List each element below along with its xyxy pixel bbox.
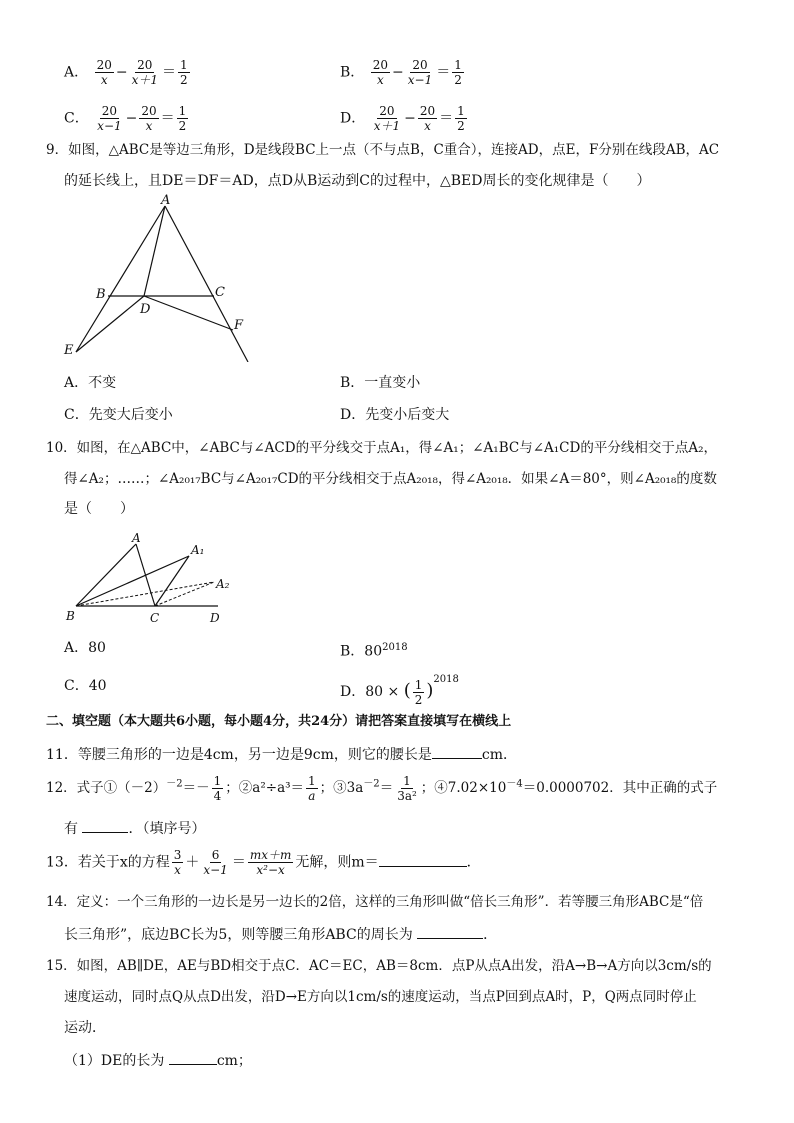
fraction: $\frac{20}{x-1}$ — [407, 58, 433, 87]
q13: 13．若关于x的方程 $\frac{3}{x}$ ＋ $\frac{6}{x-1}$ ＝ $\frac{mx+m}{\text{x²−x}}$ 无解，则m＝ ． — [46, 848, 481, 877]
q8-option-c: C． $\frac{20}{x-1}$ − $\frac{20}{x}$ ＝ $\frac{1}{2}$ — [64, 104, 187, 133]
q8-option-d: D． $\frac{20}{x+1}$ − $\frac{20}{x}$ ＝ $\frac{1}{2}$ — [340, 104, 465, 133]
q10-figure — [62, 530, 242, 626]
q9-stem-line2: 的延长线上，且DE＝DF＝AD，点D从B运动到C的过程中，△BED周长的变化规律是（ ） — [64, 173, 651, 189]
label-a2: A₂ — [216, 577, 230, 591]
q10-stem-line2: 得∠A₂；……；∠A₂₀₁₇BC与∠A₂₀₁₇CD的平分线相交于点A₂₀₁₈，得∠A₂₀₁₈．如果∠A＝80°，则∠A₂₀₁₈的度数 — [64, 471, 717, 487]
q10-option-d: D．80 × ( $\frac{1}{2}$ )$^{2018}$ — [340, 674, 459, 707]
fraction: $\frac{20}{x}$ — [419, 104, 436, 133]
q15-line3: 运动． — [64, 1020, 106, 1036]
q10-option-c: C．40 — [64, 678, 107, 694]
fraction: $\frac{1}{2}$ — [457, 104, 465, 133]
q10-option-a: A．80 — [64, 640, 106, 656]
label-b: B — [96, 287, 106, 302]
fraction: $\frac{1}{2}$ — [178, 104, 187, 133]
fraction: $\frac{3}{x}$ — [173, 848, 182, 877]
q12-line1: 12．式子$①(-2)^{-2}=-$ $\frac{1}{4}$ ；②a²÷a³＝ $\frac{1}{a}$ ；$③3a^{-2}=$ $\frac{1}{\text{3a²}}$ ；$④7.02\times 10^{-4}=0.0000702$．其中正确的式子 — [46, 774, 718, 803]
fraction: $\frac{1}{4}$ — [213, 774, 222, 803]
label-f: F — [234, 318, 244, 333]
label-c: C — [150, 611, 160, 625]
answer-blank — [82, 818, 128, 833]
q14-line2: 长三角形”，底边BC长为5，则等腰三角形ABC的周长为 ． — [64, 924, 497, 945]
line-de — [76, 296, 144, 352]
fraction: $\frac{20}{x+1}$ — [131, 58, 158, 87]
q12-line2: 有 ．（填序号） — [64, 818, 205, 839]
answer-blank — [432, 744, 482, 759]
line-df — [144, 296, 233, 330]
label-d: D — [140, 302, 151, 317]
answer-blank — [169, 1050, 217, 1065]
fraction: $\frac{mx+m}{\text{x²−x}}$ — [249, 848, 292, 877]
q15-line1: 15．如图，AB∥DE，AE与BD相交于点C．AC＝EC，AB＝8cm．点P从点A出发，沿A→B→A方向以3cm/s的 — [46, 958, 712, 974]
q9-stem-line1: 9．如图，△ABC是等边三角形，D是线段BC上一点（不与点B，C重合），连接AD，点E，F分别在线段AB，AC — [46, 142, 720, 158]
q9-option-d: D．先变小后变大 — [340, 407, 450, 423]
line-ad — [144, 206, 165, 296]
line-ba2 — [76, 582, 214, 606]
q9-option-c: C．先变大后变小 — [64, 407, 173, 423]
label-a1: A₁ — [191, 543, 205, 557]
line-ae — [76, 206, 165, 352]
fraction: $\frac{20}{x}$ — [141, 104, 157, 133]
q15-line2: 速度运动，同时点Q从点D出发，沿D→E方向以1cm/s的速度运动，当点P回到点A时，P，Q两点同时停止 — [64, 989, 697, 1005]
fraction: $\frac{1}{2}$ — [414, 677, 423, 707]
fraction: $\frac{1}{a}$ — [308, 774, 316, 803]
q9-option-a: A．不变 — [64, 375, 117, 391]
q8-option-b: B． $\frac{20}{x}$ − $\frac{20}{x-1}$ ＝ $\frac{1}{2}$ — [340, 58, 462, 87]
q15-sub1: （1）DE的长为 cm； — [64, 1050, 252, 1071]
q11: 11．等腰三角形的一边是4cm，另一边是9cm，则它的腰长是 cm． — [46, 744, 517, 765]
fraction: $\frac{1}{2}$ — [180, 58, 188, 87]
answer-blank — [417, 924, 483, 939]
fraction: $\frac{1}{\text{3a²}}$ — [397, 774, 417, 803]
section-heading: 二、填空题（本大题共6小题，每小题4分，共24分）请把答案直接填写在横线上 — [46, 714, 512, 729]
q14-line1: 14．定义：一个三角形的一边长是另一边长的2倍，这样的三角形叫做“倍长三角形”．若等腰三角形ABC是“倍 — [46, 894, 704, 910]
label-a: A — [161, 193, 171, 208]
label-b: B — [66, 609, 75, 623]
fraction: $\frac{6}{x-1}$ — [203, 848, 228, 877]
answer-blank — [379, 852, 467, 867]
line-af — [165, 206, 248, 362]
fraction: $\frac{20}{x}$ — [96, 58, 112, 87]
fraction: $\frac{20}{x}$ — [372, 58, 389, 87]
q10-option-b: B．$80^{2018}$ — [340, 642, 408, 660]
q10-stem-line3: 是（ ） — [64, 501, 134, 517]
q9-figure — [58, 192, 258, 362]
fraction: $\frac{1}{2}$ — [454, 58, 462, 87]
q8-option-a: A． $\frac{20}{x}$ − $\frac{20}{x+1}$ ＝ $\frac{1}{2}$ — [64, 58, 188, 87]
label-c: C — [215, 285, 225, 300]
label-d: D — [210, 611, 220, 625]
q9-option-b: B．一直变小 — [340, 375, 421, 391]
q10-stem-line1: 10．如图，在△ABC中，∠ABC与∠ACD的平分线交于点A₁，得∠A₁；∠A₁BC与∠A₁CD的平分线相交于点A₂， — [46, 440, 717, 456]
fraction: $\frac{20}{x-1}$ — [97, 104, 122, 133]
fraction: $\frac{20}{x+1}$ — [373, 104, 401, 133]
label-a: A — [132, 531, 141, 545]
label-e: E — [64, 343, 74, 358]
